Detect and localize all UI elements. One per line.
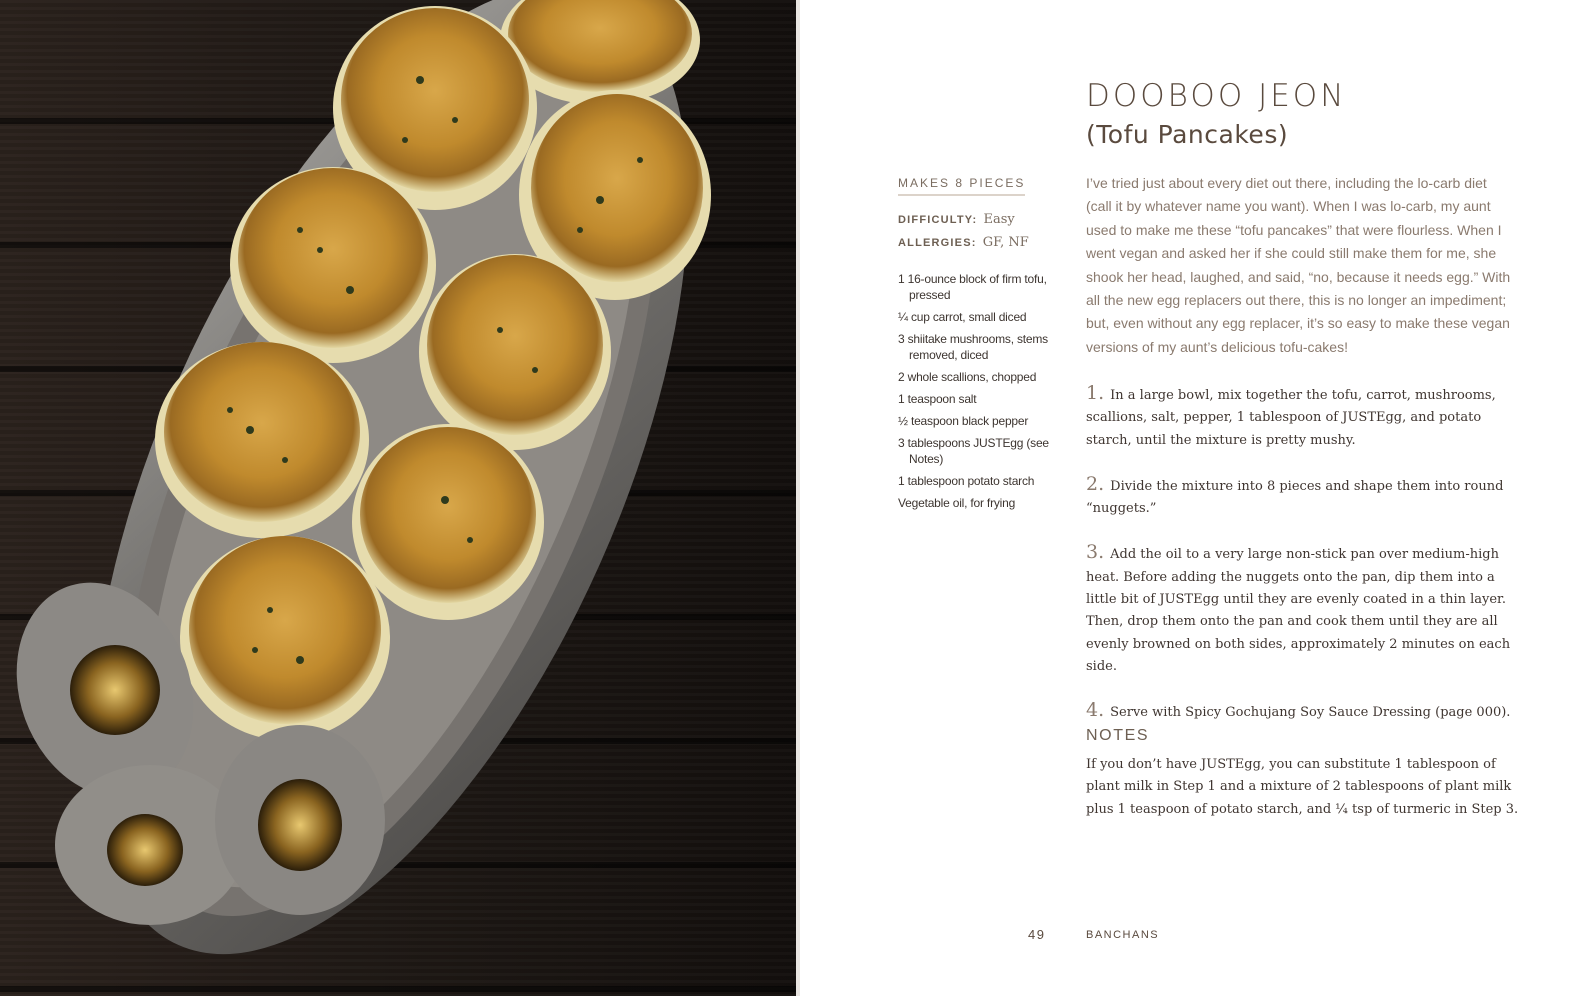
recipe-subtitle: (Tofu Pancakes) <box>1086 120 1289 149</box>
flower <box>55 765 245 925</box>
step-text: Divide the mixture into 8 pieces and shape them into round “nuggets.” <box>1086 478 1504 517</box>
pancake <box>230 167 436 363</box>
method-steps <box>1086 382 1522 746</box>
step-number: 4. <box>1086 699 1105 722</box>
ingredient-item: 3 shiitake mushrooms, stems removed, diced <box>898 332 1048 362</box>
recipe-page <box>800 0 1596 996</box>
flower <box>215 725 385 915</box>
step-text: In a large bowl, mix together the tofu, carrot, mushrooms, scallions, salt, pepper, 1 tablespoon of JUSTEgg, and potato starch, until the mixture is pretty mushy. <box>1086 388 1496 448</box>
allergies-line <box>898 235 1029 250</box>
ingredient-item: Vegetable oil, for frying <box>898 496 1016 510</box>
ingredient-item: 1 tablespoon potato starch <box>898 474 1035 488</box>
step-number: 1. <box>1086 382 1105 404</box>
ingredient-item: ½ teaspoon black pepper <box>898 414 1029 428</box>
recipe-yield: MAKES 8 PIECES <box>898 176 1025 196</box>
ingredient-item: 3 tablespoons JUSTEgg (see Notes) <box>898 436 1049 466</box>
step-number: 3. <box>1086 541 1105 564</box>
section-running-head: BANCHANS <box>1086 929 1160 941</box>
ingredient-list <box>898 271 1050 517</box>
pancake <box>352 424 544 620</box>
method-step <box>1086 382 1522 452</box>
ingredient-item: ¼ cup carrot, small diced <box>898 310 1027 324</box>
difficulty-value: Easy <box>983 212 1015 227</box>
step-number: 2. <box>1086 472 1105 495</box>
method-step <box>1086 473 1522 521</box>
pancake <box>180 536 390 740</box>
difficulty-label: DIFFICULTY: <box>898 214 978 226</box>
notes-heading: NOTES <box>1086 727 1150 744</box>
ingredient-item: 1 teaspoon salt <box>898 392 977 406</box>
ingredient-item: 2 whole scallions, chopped <box>898 370 1037 384</box>
pancake <box>155 342 369 538</box>
step-text: Serve with Spicy Gochujang Soy Sauce Dressing (page 000). <box>1110 705 1511 721</box>
method-step <box>1086 699 1522 724</box>
step-text: Add the oil to a very large non-stick pan over medium-high heat. Before adding the nuggets onto the pan, dip them into a little bit of JUSTEgg until they are evenly coated in a thin layer. Then, drop them onto the pan and cook them until they are all evenly browned on both sides, approximately 2 minutes on each side. <box>1086 547 1511 674</box>
method-step <box>1086 541 1522 678</box>
notes-text: If you don’t have JUSTEgg, you can substitute 1 tablespoon of plant milk in Step 1 and a mixture of 2 tablespoons of plant milk plus 1 teaspoon of potato starch, and ¼ tsp of turmeric in Step 3. <box>1086 757 1519 817</box>
difficulty-line <box>898 212 1015 227</box>
recipe-title: DOOBOO JEON <box>1086 78 1347 114</box>
ingredient-item: 1 16-ounce block of firm tofu, pressed <box>898 272 1047 302</box>
pancake <box>419 254 611 450</box>
allergies-label: ALLERGIES: <box>898 237 977 249</box>
allergies-value: GF, NF <box>982 235 1029 250</box>
recipe-intro: I’ve tried just about every diet out there, including the lo-carb diet (call it by whatever name you want). When I was lo-carb, my aunt used to make me these “tofu pancakes” that were flourless. When I went vegan and asked her if she could still make them for me, she shook her head, laughed, and said, “no, because it needs egg.” With all the new egg replacers out there, this is no longer an impediment; but, even without any egg replacer, it’s so easy to make these vegan versions of my aunt’s delicious tofu-cakes! <box>1086 175 1511 355</box>
page-number: 49 <box>1028 927 1046 942</box>
